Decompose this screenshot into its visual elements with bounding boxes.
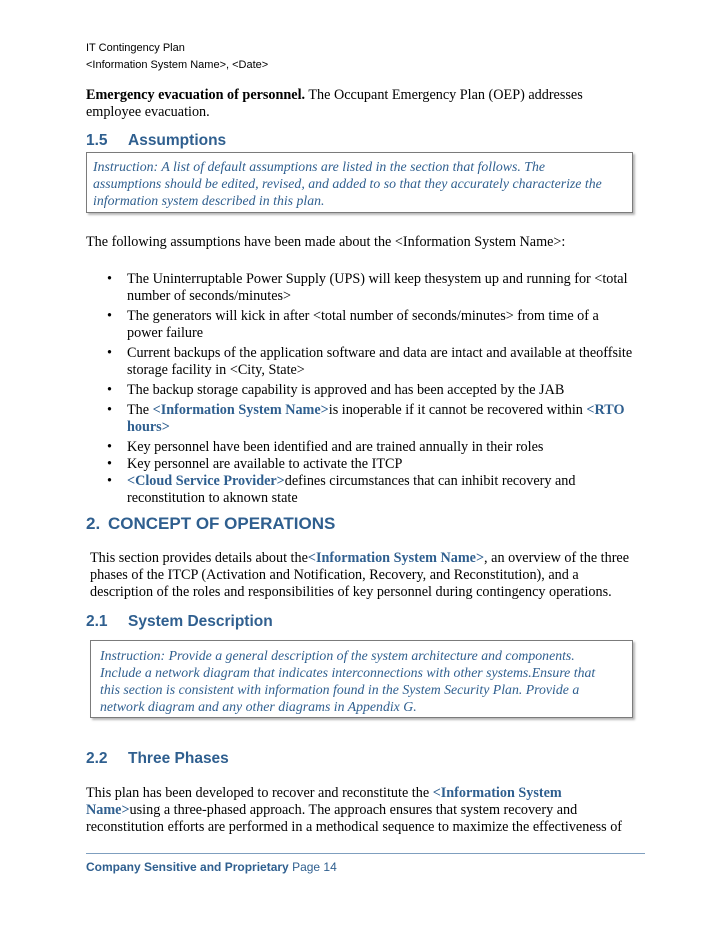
evacuation-paragraph <box>86 87 646 121</box>
list-item-text: The backup storage capability is approved and has been accepted by the JAB <box>127 382 565 398</box>
bullet-glyph: • <box>107 473 112 489</box>
instruction-line: this section is consistent with information found in the System Security Plan. Provide a <box>100 682 580 697</box>
instruction-box-system-description <box>90 640 633 718</box>
instruction-line: Include a network diagram that indicates interconnections with other systems.Ensure that <box>100 665 596 680</box>
list-item-text <box>127 402 646 419</box>
heading-1-5 <box>86 132 226 150</box>
bullet-glyph: • <box>107 439 112 455</box>
assumptions-intro: The following assumptions have been made about the <Information System Name>: <box>86 234 566 250</box>
list-item-text: Current backups of the application software and data are intact and available at theoffsite <box>127 345 633 361</box>
bullet-glyph: • <box>107 382 112 398</box>
paragraph-text: This section provides details about the <box>90 550 308 566</box>
three-phases-paragraph <box>86 785 651 836</box>
instruction-line: Instruction: A list of default assumptions are listed in the section that follows. The <box>93 159 545 174</box>
heading-2-title: CONCEPT OF OPERATIONS <box>108 514 336 533</box>
bullet-glyph: • <box>107 345 112 361</box>
list-item-text: Key personnel have been identified and are trained annually in their roles <box>127 439 544 455</box>
placeholder-system-name: <Information System <box>432 785 562 801</box>
list-item-text: The Uninterruptable Power Supply (UPS) will keep thesystem up and running for <total <box>127 271 628 287</box>
list-item <box>86 473 646 507</box>
placeholder-system-name: <Information System Name> <box>152 402 329 418</box>
list-item <box>86 308 646 342</box>
list-item <box>86 271 646 305</box>
instruction-line: network diagram and any other diagrams in Appendix G. <box>100 699 417 714</box>
list-item-text: power failure <box>127 325 204 341</box>
instruction-box-assumptions <box>86 152 633 213</box>
paragraph-text: This plan has been developed to recover and reconstitute the <box>86 785 433 801</box>
heading-2 <box>86 514 335 534</box>
heading-2-1 <box>86 613 273 631</box>
list-item-text-part: is inoperable if it cannot be recovered within <box>328 402 587 418</box>
running-header-subtitle: <Information System Name>, <Date> <box>86 59 269 71</box>
running-header-title: IT Contingency Plan <box>86 42 185 54</box>
placeholder-system-name: <Information System Name> <box>307 550 485 566</box>
paragraph-text: using a three-phased approach. The approach ensures that system recovery and <box>129 802 578 818</box>
footer-label: Company Sensitive and Proprietary <box>86 860 289 874</box>
bullet-glyph: • <box>107 402 112 418</box>
heading-2-2-number: 2.2 <box>86 750 108 767</box>
bullet-glyph: • <box>107 308 112 324</box>
bullet-glyph: • <box>107 271 112 287</box>
heading-2-2 <box>86 750 229 768</box>
list-item <box>86 382 646 399</box>
list-item <box>86 456 646 473</box>
heading-2-1-number: 2.1 <box>86 613 108 630</box>
evacuation-lead: Emergency evacuation of personnel. <box>86 87 306 103</box>
list-item-text-part: The <box>127 402 153 418</box>
placeholder-rto-hours: hours> <box>127 419 170 435</box>
list-item-text-part: defines circumstances that can inhibit recovery and <box>284 473 576 489</box>
page-number: Page 14 <box>288 860 337 874</box>
instruction-line: assumptions should be edited, revised, and added to so that they accurately characterize the <box>93 176 602 191</box>
heading-1-5-title: Assumptions <box>128 132 227 149</box>
heading-2-2-title: Three Phases <box>128 750 229 767</box>
instruction-line: information system described in this plan. <box>93 193 325 208</box>
heading-1-5-number: 1.5 <box>86 132 108 149</box>
paragraph-text: reconstitution efforts are performed in a methodical sequence to maximize the effectiveness of <box>86 819 623 835</box>
list-item-text: reconstitution to aknown state <box>127 490 298 506</box>
instruction-line: Instruction: Provide a general description of the system architecture and components. <box>100 648 575 663</box>
list-item <box>86 439 646 456</box>
paragraph-text: , an overview of the three <box>484 550 630 566</box>
assumptions-list <box>86 271 646 507</box>
bullet-glyph: • <box>107 456 112 472</box>
heading-2-number: 2. <box>86 514 101 533</box>
list-item-text: Key personnel are available to activate the ITCP <box>127 456 403 472</box>
list-item <box>86 345 646 379</box>
list-item <box>86 402 646 436</box>
evacuation-text-2: employee evacuation. <box>86 104 210 120</box>
placeholder-system-name: Name> <box>86 802 130 818</box>
paragraph-text: phases of the ITCP (Activation and Notification, Recovery, and Reconstitution), and a <box>90 567 579 583</box>
placeholder-cloud-provider: <Cloud Service Provider> <box>127 473 285 489</box>
footer-divider <box>86 853 645 854</box>
evacuation-text-1: The Occupant Emergency Plan (OEP) addresses <box>305 87 583 103</box>
list-item-text: storage facility in <City, State> <box>127 362 305 378</box>
placeholder-rto: <RTO <box>586 402 625 418</box>
paragraph-text: description of the roles and responsibilities of key personnel during contingency operations. <box>90 584 612 600</box>
heading-2-1-title: System Description <box>128 613 273 630</box>
list-item-text: The generators will kick in after <total number of seconds/minutes> from time of a <box>127 308 599 324</box>
concept-paragraph <box>90 550 650 601</box>
list-item-text <box>127 473 646 490</box>
list-item-text: number of seconds/minutes> <box>127 288 292 304</box>
page-footer <box>86 860 337 874</box>
